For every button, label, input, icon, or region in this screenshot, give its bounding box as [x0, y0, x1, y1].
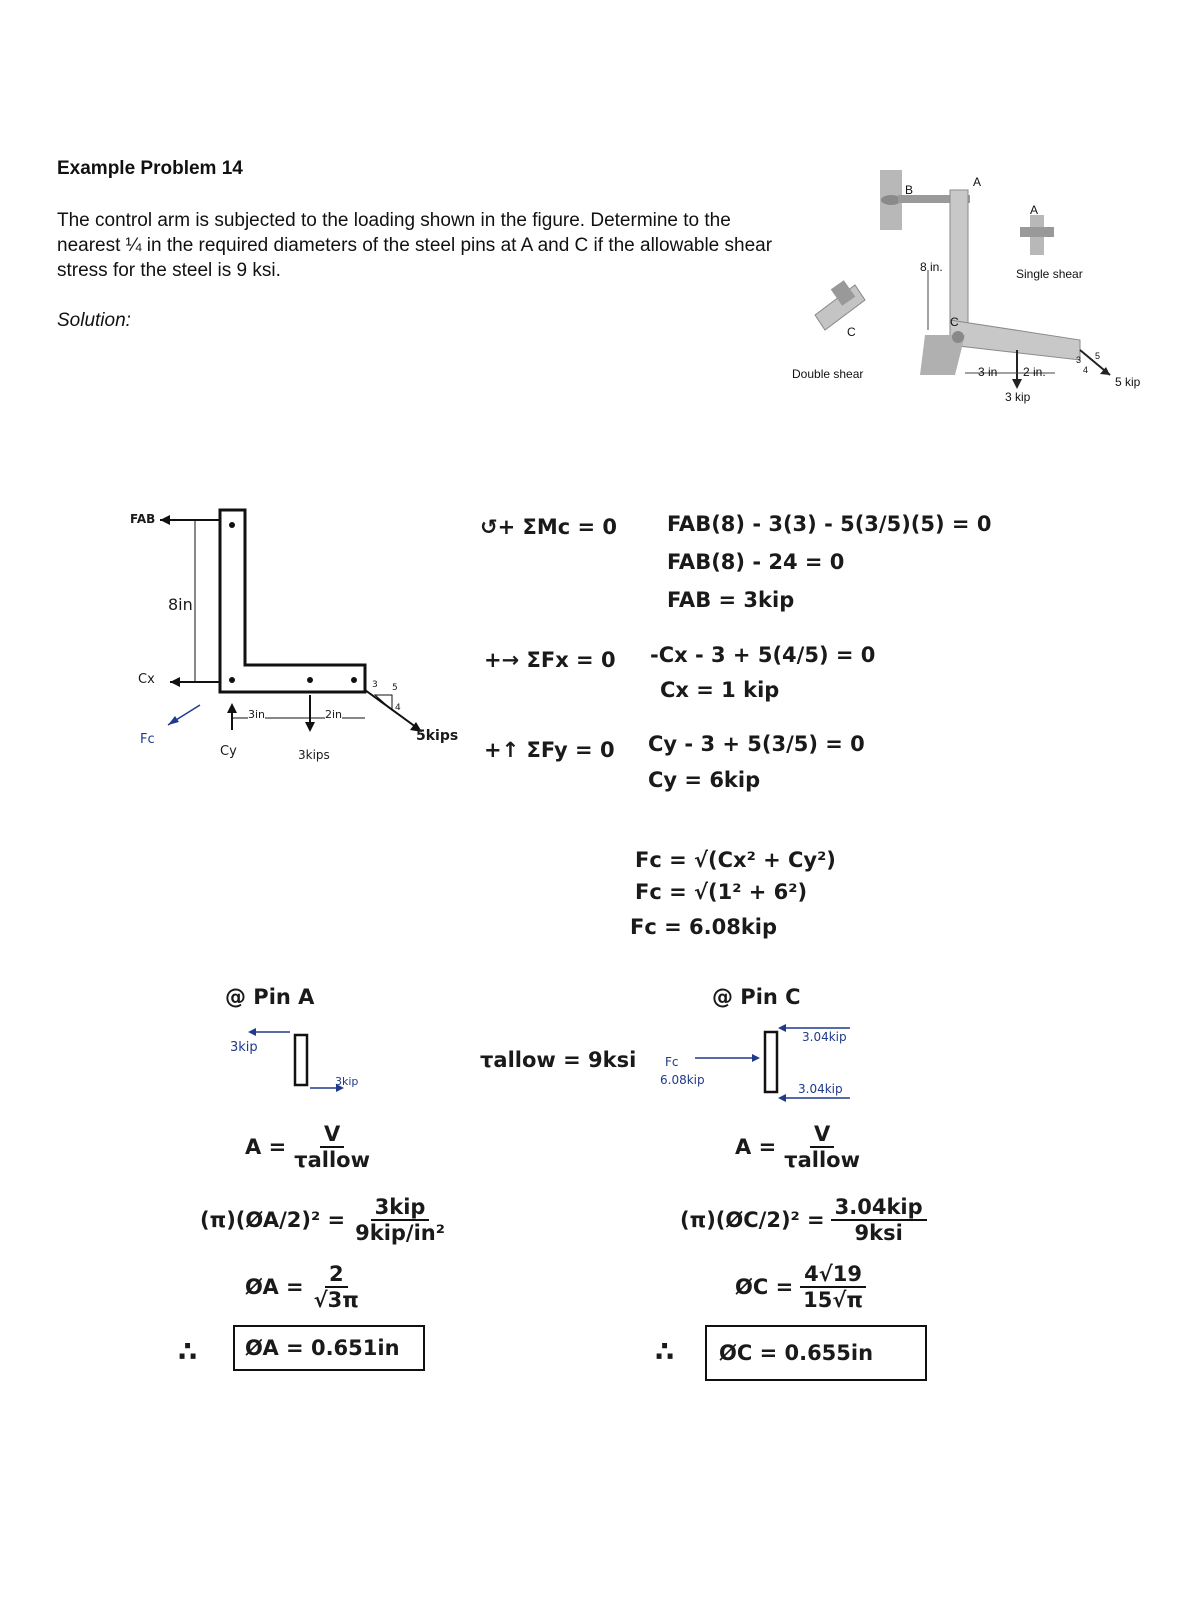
fbd-cx: Cx	[138, 672, 155, 687]
pin-c-force-top: 3.04kip	[802, 1030, 847, 1044]
pin-a-title: @ Pin A	[225, 985, 315, 1009]
pin-c-dia-eq	[735, 1262, 867, 1312]
fbd-dim-3in: 3in	[248, 708, 266, 721]
moment-sum-label: ↺+ ΣMc = 0	[480, 515, 618, 539]
pin-a-subst-num: 3kip	[371, 1195, 430, 1221]
pin-c-force-in: Fc	[665, 1055, 679, 1069]
pin-c-fbd	[660, 1020, 890, 1110]
single-shear-label: Single shear	[1016, 267, 1083, 281]
pin-c-dia-num: 4√19	[800, 1262, 866, 1288]
fx-sum-label: +→ ΣFx = 0	[484, 648, 616, 672]
pin-a-force-left: 3kip	[230, 1040, 258, 1055]
fbd-cy: Cy	[220, 744, 237, 759]
figure-ratio-4: 4	[1083, 365, 1089, 375]
fbd-ratio-4: 4	[395, 703, 401, 713]
pin-a-subst-frac	[351, 1195, 449, 1245]
figure-label-c-detail: C	[847, 325, 856, 339]
pin-a-subst-lhs: (π)(ØA/2)² =	[200, 1208, 346, 1232]
pin-c-result-box: ØC = 0.655in	[705, 1325, 927, 1381]
pin-a-fbd	[230, 1020, 390, 1100]
control-arm-figure	[780, 165, 1180, 415]
pin-a-dia-frac	[310, 1262, 363, 1312]
pin-c-title: @ Pin C	[712, 985, 801, 1009]
fx-eq-1: -Cx - 3 + 5(4/5) = 0	[650, 643, 876, 667]
pin-c-subst-lhs: (π)(ØC/2)² =	[680, 1208, 825, 1232]
figure-dim-8in: 8 in.	[920, 260, 943, 274]
moment-eq-2: FAB(8) - 24 = 0	[667, 550, 845, 574]
figure-dim-3in: 3 in	[978, 365, 998, 379]
fy-eq-2: Cy = 6kip	[648, 768, 761, 792]
pin-c-dia-den: 15√π	[803, 1288, 864, 1312]
pin-c-area-frac	[780, 1122, 864, 1172]
pin-a-area-den: τallow	[294, 1148, 370, 1172]
fc-eq-1: Fc = √(Cx² + Cy²)	[635, 848, 836, 872]
figure-label-a-detail: A	[1030, 203, 1039, 217]
pin-c-drawing	[660, 1020, 890, 1110]
fc-eq-2: Fc = √(1² + 6²)	[635, 880, 808, 904]
pin-c-area-den: τallow	[784, 1148, 860, 1172]
pin-a-subst-den: 9kip/in²	[355, 1221, 445, 1245]
figure-ratio-3: 3	[1076, 355, 1082, 365]
pin-c-dia-frac	[799, 1262, 867, 1312]
pin-c-subst-eq	[680, 1195, 927, 1245]
fy-sum-label: +↑ ΣFy = 0	[484, 738, 615, 762]
figure-load-5kip: 5 kip	[1115, 375, 1141, 389]
pin-c-subst-frac	[831, 1195, 927, 1245]
pin-c-area-lhs: A =	[735, 1135, 777, 1159]
moment-eq-3: FAB = 3kip	[667, 588, 795, 612]
fbd-dim-2in: 2in	[325, 708, 343, 721]
fbd-load-5kips: 5kips	[416, 728, 459, 744]
pin-a-drawing	[230, 1020, 390, 1100]
page-title: Example Problem 14	[57, 158, 243, 179]
figure-ratio-5: 5	[1095, 351, 1101, 361]
free-body-diagram	[120, 500, 480, 780]
figure-dim-2in: 2 in.	[1023, 365, 1046, 379]
fbd-load-3kips: 3kips	[298, 748, 330, 762]
figure-label-a: A	[973, 175, 982, 189]
tau-allow: τallow = 9ksi	[480, 1048, 637, 1072]
fbd-ratio-5: 5	[392, 683, 398, 693]
pin-c-force-in-value: 6.08kip	[660, 1073, 705, 1087]
pin-a-dia-eq	[245, 1262, 363, 1312]
pin-c-force-bottom: 3.04kip	[798, 1082, 843, 1096]
solution-label: Solution:	[57, 310, 131, 331]
problem-statement: The control arm is subjected to the loading shown in the figure. Determine to the nearest ¼ in the required diameters of the steel pins at A and C if the allowable shear stress for the steel is 9 ksi.	[57, 210, 773, 281]
figure-label-c: C	[950, 315, 959, 329]
fbd-f-ab: FAB	[130, 512, 156, 526]
double-shear-label: Double shear	[792, 367, 864, 381]
pin-c-subst-den: 9ksi	[854, 1221, 903, 1245]
fbd-ratio-3: 3	[372, 680, 378, 690]
figure-label-b: B	[905, 183, 914, 197]
pin-a-dia-den: √3π	[313, 1288, 359, 1312]
pin-a-area-lhs: A =	[245, 1135, 287, 1159]
pin-a-therefore: ∴	[178, 1335, 198, 1368]
pin-c-area-eq	[735, 1122, 864, 1172]
pin-a-dia-num: 2	[325, 1262, 348, 1288]
fc-eq-3: Fc = 6.08kip	[630, 915, 778, 939]
fy-eq-1: Cy - 3 + 5(3/5) = 0	[648, 732, 865, 756]
moment-eq-1: FAB(8) - 3(3) - 5(3/5)(5) = 0	[667, 512, 992, 536]
pin-c-dia-lhs: ØC =	[735, 1275, 794, 1299]
pin-a-area-frac	[290, 1122, 374, 1172]
pin-a-force-right: 3kip	[335, 1075, 359, 1088]
pin-c-therefore: ∴	[655, 1335, 675, 1368]
pin-c-subst-num: 3.04kip	[831, 1195, 927, 1221]
figure-load-3kip: 3 kip	[1005, 390, 1031, 404]
fbd-dim-8in: 8in	[168, 595, 193, 614]
pin-a-area-eq	[245, 1122, 374, 1172]
pin-a-result-box: ØA = 0.651in	[233, 1325, 425, 1371]
fbd-fc: Fc	[140, 732, 155, 747]
pin-a-dia-lhs: ØA =	[245, 1275, 304, 1299]
pin-c-area-num: V	[810, 1122, 834, 1148]
pin-a-area-num: V	[320, 1122, 344, 1148]
pin-a-subst-eq	[200, 1195, 449, 1245]
fx-eq-2: Cx = 1 kip	[660, 678, 780, 702]
